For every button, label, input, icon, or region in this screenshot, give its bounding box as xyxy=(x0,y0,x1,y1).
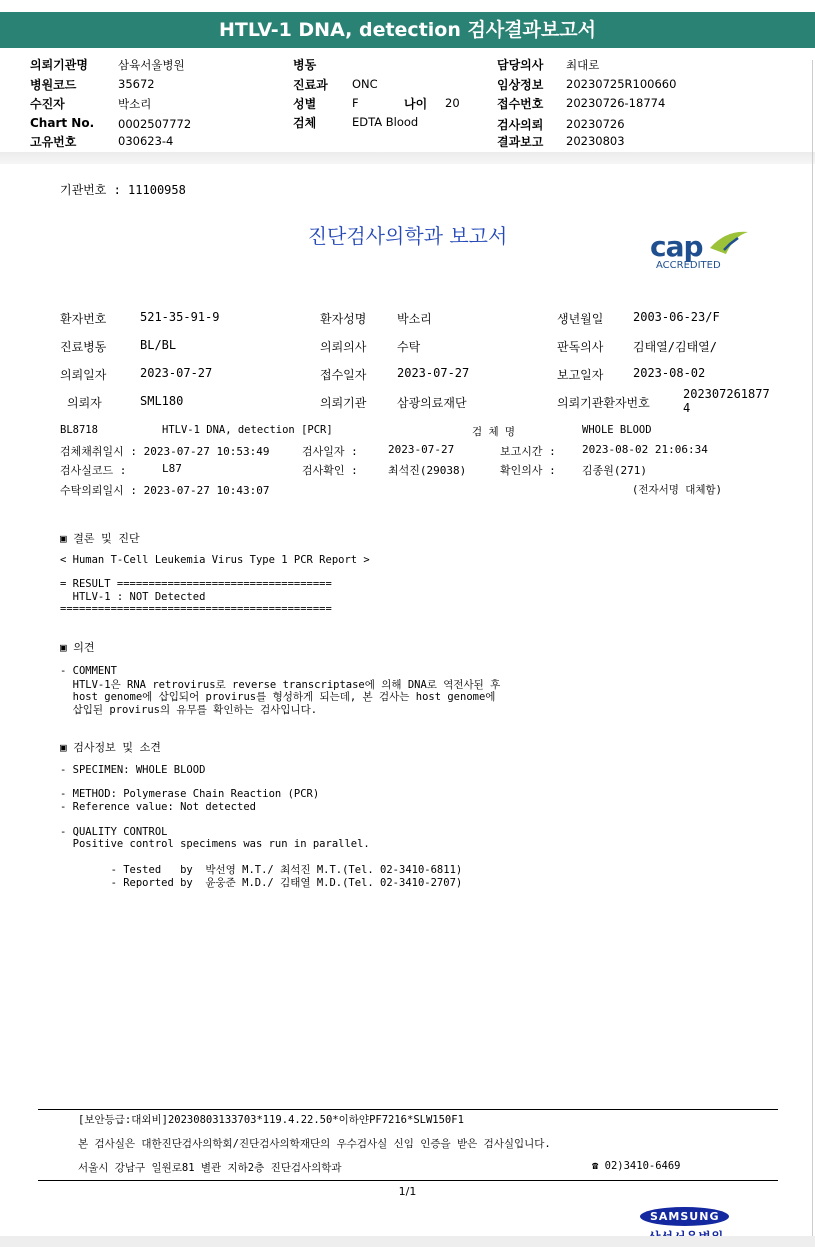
value-department: ONC xyxy=(352,77,378,91)
comment-label: - COMMENT xyxy=(60,665,117,677)
value-report-time: 2023-08-02 21:06:34 xyxy=(582,443,708,456)
label-birthdate: 생년월일 xyxy=(557,312,604,326)
label-sex: 성별 xyxy=(293,97,317,111)
label-test-request: 검사의뢰 xyxy=(497,118,544,132)
certification-line: 본 검사실은 대한진단검사의학회/진단검사의학재단의 우수검사실 신임 인증을 받은 검사실입니다. xyxy=(78,1138,551,1150)
value-unique-no: 030623-4 xyxy=(118,134,174,148)
label-request-date: 의뢰일자 xyxy=(60,368,107,382)
label-test-confirm: 검사확인 : xyxy=(302,464,358,477)
reference-line: - Reference value: Not detected xyxy=(60,801,256,813)
collection-datetime: 검체채취일시 : 2023-07-27 10:53:49 xyxy=(60,445,270,458)
label-chart-no: Chart No. xyxy=(30,116,95,130)
label-doctor: 담당의사 xyxy=(497,58,544,72)
label-ward: 병동 xyxy=(293,58,317,72)
result-footer: =========================================== xyxy=(60,603,332,615)
label-confirming-doctor: 확인의사 : xyxy=(500,464,556,477)
label-patient-no: 환자번호 xyxy=(60,312,107,326)
label-hospital-code: 병원코드 xyxy=(30,78,77,92)
value-requesting-doctor: 수탁 xyxy=(397,340,421,354)
label-org-patient-no: 의뢰기관환자번호 xyxy=(557,396,650,410)
test-code: BL8718 xyxy=(60,424,98,436)
comment-line-1: HTLV-1은 RNA retrovirus로 reverse transcriptase에 의해 DNA로 역전사된 후 xyxy=(60,679,501,691)
label-requesting-institution: 의뢰기관명 xyxy=(30,58,88,72)
label-requesting-org: 의뢰기관 xyxy=(320,396,367,410)
label-result-report: 결과보고 xyxy=(497,135,544,149)
label-lab-code: 검사실코드 : xyxy=(60,464,127,477)
comment-line-3: 삽입된 provirus의 유무를 확인하는 검사입니다. xyxy=(60,704,318,716)
header-divider-band xyxy=(0,152,815,164)
bottom-scroll-area xyxy=(0,1236,815,1247)
value-request-date: 2023-07-27 xyxy=(140,366,213,380)
value-clinic-ward: BL/BL xyxy=(140,338,177,352)
address-line: 서울시 강남구 일원로81 별관 지하2층 진단검사의학과 xyxy=(78,1162,342,1174)
value-doctor: 최대로 xyxy=(566,58,600,72)
section-conclusion-heading: ▣ 결론 및 진단 xyxy=(60,532,140,545)
label-report-date: 보고일자 xyxy=(557,368,604,382)
value-requesting-institution: 삼육서울병원 xyxy=(118,58,185,72)
label-requesting-doctor: 의뢰의사 xyxy=(320,340,367,354)
cap-accredited-text: ACCREDITED xyxy=(656,260,721,271)
value-requesting-org: 삼광의료재단 xyxy=(397,396,467,410)
value-result-report: 20230803 xyxy=(566,134,625,148)
report-title-bar: HTLV-1 DNA, detection 검사결과보고서 xyxy=(0,12,815,48)
label-clinic-ward: 진료병동 xyxy=(60,340,107,354)
security-line: [보안등급:대외비]20230803133703*119.4.22.50*이하얀PF7216*SLW150F1 xyxy=(78,1114,464,1126)
label-unique-no: 고유번호 xyxy=(30,135,77,149)
label-requester: 의뢰자 xyxy=(67,396,102,410)
reported-by-line: - Reported by 윤웅준 M.D./ 김태열 M.D.(Tel. 02-3410-2707) xyxy=(60,877,463,889)
label-receipt-date: 접수일자 xyxy=(320,368,367,382)
label-department: 진료과 xyxy=(293,78,328,92)
value-test-confirm: 최석진(29038) xyxy=(388,464,467,477)
value-chart-no: 0002507772 xyxy=(118,117,192,131)
value-patient: 박소리 xyxy=(118,97,152,111)
value-report-date: 2023-08-02 xyxy=(633,366,706,380)
lab-report-title: 진단검사의학과 보고서 xyxy=(307,224,508,248)
value-test-request: 20230726 xyxy=(566,117,625,131)
label-clinical-info: 임상정보 xyxy=(497,78,544,92)
value-hospital-code: 35672 xyxy=(118,77,155,91)
label-age: 나이 xyxy=(404,97,428,111)
method-line: - METHOD: Polymerase Chain Reaction (PCR) xyxy=(60,788,320,800)
result-value: HTLV-1 : NOT Detected xyxy=(60,591,206,603)
samsung-brand: SAMSUNG xyxy=(640,1207,729,1226)
qc-label: - QUALITY CONTROL xyxy=(60,826,168,838)
cap-logo-word: cap xyxy=(650,230,703,263)
value-org-patient-no: 202307261877 xyxy=(683,387,770,401)
cap-accredited-logo xyxy=(648,226,752,276)
footer-divider-top xyxy=(38,1109,778,1110)
value-confirming-doctor: 김종원(271) xyxy=(582,464,647,477)
value-birthdate: 2003-06-23/F xyxy=(633,310,720,324)
phone-line: ☎ 02)3410-6469 xyxy=(592,1160,681,1172)
value-patient-name: 박소리 xyxy=(397,312,432,326)
section-opinion-heading: ▣ 의견 xyxy=(60,641,95,654)
label-test-date: 검사일자 : xyxy=(302,445,358,458)
consignment-datetime: 수탁의뢰일시 : 2023-07-27 10:43:07 xyxy=(60,484,270,497)
value-requester: SML180 xyxy=(140,394,184,408)
qc-line: Positive control specimens was run in parallel. xyxy=(60,838,370,850)
footer-divider-bottom xyxy=(38,1180,778,1181)
label-patient-name: 환자성명 xyxy=(320,312,367,326)
page-indicator: 1/1 xyxy=(398,1185,417,1198)
value-receipt-no: 20230726-18774 xyxy=(566,96,666,110)
value-receipt-date: 2023-07-27 xyxy=(397,366,470,380)
value-reading-doctor: 김태열/김태열/ xyxy=(633,340,718,354)
section-test-info-heading: ▣ 검사정보 및 소견 xyxy=(60,741,161,754)
result-header: = RESULT ================================== xyxy=(60,578,332,590)
value-sex: F xyxy=(352,96,359,110)
value-specimen: EDTA Blood xyxy=(352,115,419,129)
test-name: HTLV-1 DNA, detection [PCR] xyxy=(162,424,333,436)
value-specimen-name: WHOLE BLOOD xyxy=(582,424,652,436)
cap-swoosh-icon xyxy=(708,228,752,262)
label-reading-doctor: 판독의사 xyxy=(557,340,604,354)
institution-number: 기관번호 : 11100958 xyxy=(60,183,186,197)
value-lab-code: L87 xyxy=(162,462,182,475)
label-patient: 수진자 xyxy=(30,97,65,111)
label-receipt-no: 접수번호 xyxy=(497,97,544,111)
value-clinical-info: 20230725R100660 xyxy=(566,77,677,91)
label-specimen: 검체 xyxy=(293,116,317,130)
report-subtitle: < Human T-Cell Leukemia Virus Type 1 PCR Report > xyxy=(60,554,370,566)
value-test-date: 2023-07-27 xyxy=(388,443,455,456)
specimen-line: - SPECIMEN: WHOLE BLOOD xyxy=(60,764,206,776)
value-age: 20 xyxy=(445,96,460,110)
value-patient-no: 521-35-91-9 xyxy=(140,310,220,324)
tested-by-line: - Tested by 박선영 M.T./ 최석진 M.T.(Tel. 02-3410-6811) xyxy=(60,864,463,876)
label-report-time: 보고시간 : xyxy=(500,445,556,458)
e-signature-note: (전자서명 대체함) xyxy=(632,484,722,496)
value-org-patient-no-cont: 4 xyxy=(683,401,691,415)
label-specimen-name: 검 체 명 xyxy=(472,426,516,438)
comment-line-2: host genome에 삽입되어 provirus를 형성하게 되는데, 본 검사는 host genome에 xyxy=(60,691,496,703)
